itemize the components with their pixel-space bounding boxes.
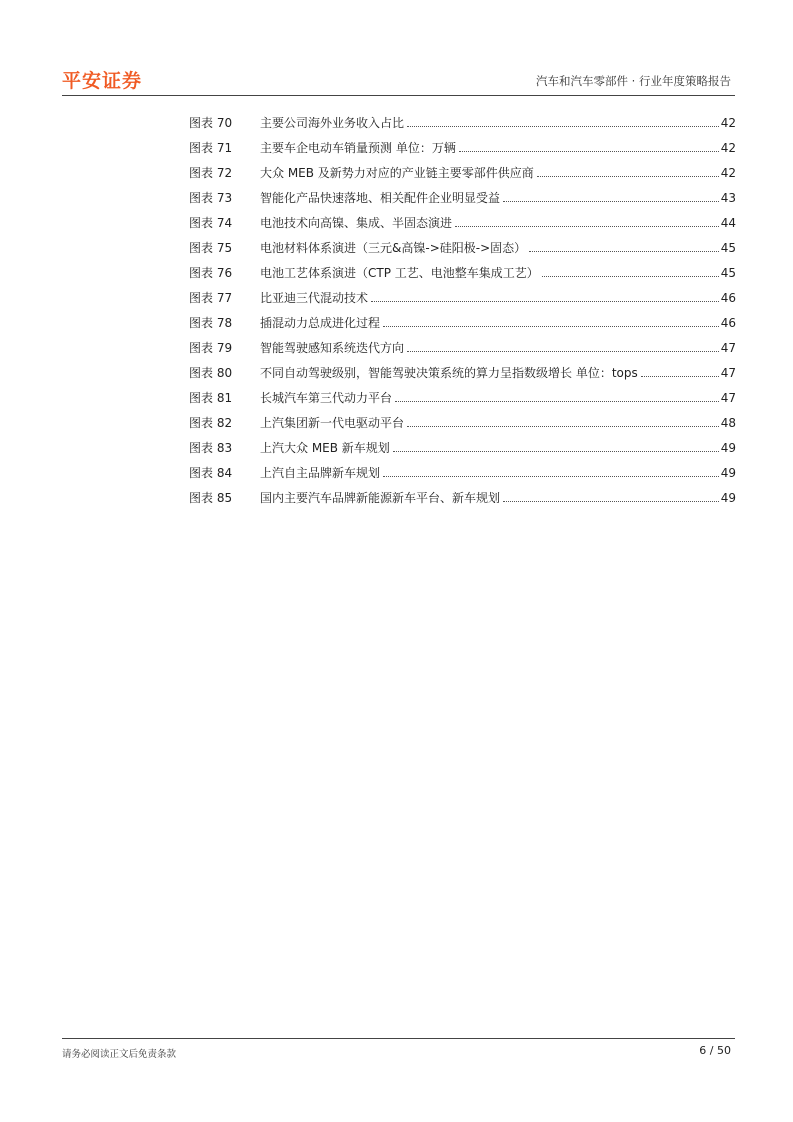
figure-page-number: 45	[720, 241, 736, 255]
toc-entry[interactable]	[189, 238, 736, 263]
figure-label: 图表 80	[189, 366, 233, 380]
footer-divider	[62, 1038, 735, 1039]
figure-title: 上汽集团新一代电驱动平台	[260, 416, 405, 430]
figure-page-number: 42	[720, 116, 736, 130]
figure-label: 图表 84	[189, 466, 233, 480]
dot-leader	[542, 276, 719, 277]
figure-page-number: 47	[720, 391, 736, 405]
figure-page-number: 46	[720, 291, 736, 305]
figure-page-number: 44	[720, 216, 736, 230]
dot-leader	[383, 476, 719, 477]
figure-label: 图表 79	[189, 341, 233, 355]
figure-title: 国内主要汽车品牌新能源新车平台、新车规划	[260, 491, 501, 505]
toc-entry[interactable]	[189, 338, 736, 363]
toc-entry[interactable]	[189, 463, 736, 488]
toc-entry[interactable]	[189, 263, 736, 288]
dot-leader	[529, 251, 719, 252]
figure-label: 图表 83	[189, 441, 233, 455]
figure-title: 长城汽车第三代动力平台	[260, 391, 393, 405]
toc-entry[interactable]	[189, 288, 736, 313]
figure-label: 图表 78	[189, 316, 233, 330]
figure-label: 图表 72	[189, 166, 233, 180]
dot-leader	[641, 376, 719, 377]
figure-label: 图表 85	[189, 491, 233, 505]
figure-title: 电池材料体系演进（三元&高镍->硅阳极->固态）	[260, 241, 527, 255]
figure-title: 上汽大众 MEB 新车规划	[260, 441, 390, 455]
toc-entry[interactable]	[189, 488, 736, 513]
figure-title: 上汽自主品牌新车规划	[260, 466, 381, 480]
toc-entry[interactable]	[189, 313, 736, 338]
dot-leader	[393, 451, 719, 452]
dot-leader	[455, 226, 719, 227]
dot-leader	[459, 151, 719, 152]
toc-entry[interactable]	[189, 188, 736, 213]
dot-leader	[503, 501, 719, 502]
figure-label: 图表 71	[189, 141, 233, 155]
dot-leader	[395, 401, 719, 402]
figure-title: 大众 MEB 及新势力对应的产业链主要零部件供应商	[260, 166, 534, 180]
figure-label: 图表 76	[189, 266, 233, 280]
figure-page-number: 42	[720, 166, 736, 180]
company-logo: 平安证券	[62, 70, 143, 92]
toc-entry[interactable]	[189, 388, 736, 413]
figure-title: 电池工艺体系演进（CTP 工艺、电池整车集成工艺）	[260, 266, 539, 280]
toc-entry[interactable]	[189, 113, 736, 138]
figure-title: 智能驾驶感知系统迭代方向	[260, 341, 405, 355]
toc-entry[interactable]	[189, 163, 736, 188]
figure-page-number: 46	[720, 316, 736, 330]
figure-title: 插混动力总成进化过程	[260, 316, 381, 330]
dot-leader	[371, 301, 719, 302]
figure-title: 主要公司海外业务收入占比	[260, 116, 405, 130]
figure-label: 图表 74	[189, 216, 233, 230]
figure-page-number: 45	[720, 266, 736, 280]
page-number: 6 / 50	[699, 1044, 731, 1057]
dot-leader	[407, 426, 719, 427]
figure-page-number: 43	[720, 191, 736, 205]
disclaimer-text: 请务必阅读正文后免责条款	[62, 1049, 177, 1060]
figure-page-number: 49	[720, 441, 736, 455]
figure-label: 图表 81	[189, 391, 233, 405]
toc-entry[interactable]	[189, 438, 736, 463]
figure-page-number: 42	[720, 141, 736, 155]
figure-page-number: 47	[720, 341, 736, 355]
figure-label: 图表 70	[189, 116, 233, 130]
dot-leader	[503, 201, 719, 202]
figure-label: 图表 73	[189, 191, 233, 205]
table-of-figures	[189, 113, 736, 513]
dot-leader	[407, 351, 719, 352]
toc-entry[interactable]	[189, 413, 736, 438]
figure-title: 电池技术向高镍、集成、半固态演进	[260, 216, 453, 230]
dot-leader	[537, 176, 719, 177]
toc-entry[interactable]	[189, 363, 736, 388]
report-title: 汽车和汽车零部件 · 行业年度策略报告	[536, 74, 731, 88]
figure-page-number: 48	[720, 416, 736, 430]
dot-leader	[383, 326, 719, 327]
figure-label: 图表 82	[189, 416, 233, 430]
dot-leader	[407, 126, 719, 127]
header-divider	[62, 95, 735, 96]
figure-label: 图表 75	[189, 241, 233, 255]
toc-entry[interactable]	[189, 213, 736, 238]
figure-title: 比亚迪三代混动技术	[260, 291, 369, 305]
figure-page-number: 49	[720, 491, 736, 505]
figure-label: 图表 77	[189, 291, 233, 305]
figure-title: 智能化产品快速落地、相关配件企业明显受益	[260, 191, 501, 205]
figure-page-number: 49	[720, 466, 736, 480]
figure-title: 主要车企电动车销量预测 单位：万辆	[260, 141, 456, 155]
figure-title: 不同自动驾驶级别，智能驾驶决策系统的算力呈指数级增长 单位：tops	[260, 366, 638, 380]
toc-entry[interactable]	[189, 138, 736, 163]
figure-page-number: 47	[720, 366, 736, 380]
